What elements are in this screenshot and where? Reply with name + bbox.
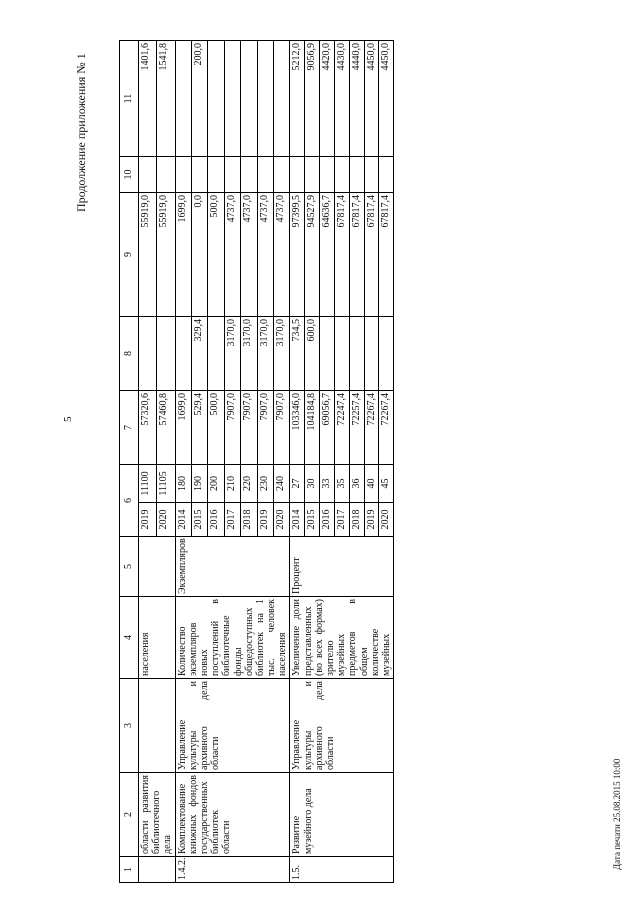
other-funding-cell: 4430,0 [334, 41, 349, 157]
other-funding-cell [274, 41, 290, 157]
header-cell-8: 8 [120, 317, 139, 391]
year-cell: 2014 [290, 503, 305, 537]
target-value-cell: 200 [208, 465, 224, 503]
continuation-label: Продолжение приложения № 1 [74, 53, 88, 212]
year-cell: 2014 [175, 503, 191, 537]
responsible-executor: Управление культуры и архивного дела области [290, 679, 394, 773]
year-cell: 2019 [139, 503, 157, 537]
local-funding-cell [191, 157, 207, 193]
activity-name: Комплектование книжных фондов государственных библиотек области [175, 773, 290, 857]
regional-funding-cell: 67817,4 [334, 193, 349, 317]
target-value-cell: 35 [334, 465, 349, 503]
row-number [139, 857, 176, 883]
federal-funding-cell: 329,4 [191, 317, 207, 391]
page-number: 5 [62, 416, 74, 422]
header-cell-7: 7 [120, 391, 139, 465]
federal-funding-cell: 3170,0 [224, 317, 240, 391]
total-funding-cell: 72247,4 [334, 391, 349, 465]
federal-funding-cell [379, 317, 394, 391]
regional-funding-cell: 67817,4 [379, 193, 394, 317]
regional-funding-cell: 94527,9 [305, 193, 320, 317]
target-value-cell: 36 [349, 465, 364, 503]
target-value-cell: 45 [379, 465, 394, 503]
local-funding-cell [224, 157, 240, 193]
local-funding-cell [208, 157, 224, 193]
header-row [120, 41, 139, 883]
header-cell-1: 1 [120, 857, 139, 883]
regional-funding-cell: 500,0 [208, 193, 224, 317]
federal-funding-cell [320, 317, 335, 391]
indicator-name: населения [139, 597, 176, 679]
activity-name: Развитие музейного дела [290, 773, 394, 857]
other-funding-cell [208, 41, 224, 157]
responsible-executor [139, 679, 176, 773]
other-funding-cell [224, 41, 240, 157]
regional-funding-cell: 55919,0 [157, 193, 175, 317]
year-cell: 2018 [349, 503, 364, 537]
federal-funding-cell: 3170,0 [274, 317, 290, 391]
unit-of-measure: Процент [290, 537, 394, 597]
regional-funding-cell: 64636,7 [320, 193, 335, 317]
header-cell-2: 2 [120, 773, 139, 857]
target-value-cell: 40 [364, 465, 379, 503]
target-value-cell: 33 [320, 465, 335, 503]
year-cell: 2015 [305, 503, 320, 537]
row-number: 1.4.2. [175, 857, 290, 883]
total-funding-cell: 7907,0 [257, 391, 273, 465]
total-funding-cell: 57460,8 [157, 391, 175, 465]
local-funding-cell [320, 157, 335, 193]
local-funding-cell [139, 157, 157, 193]
regional-funding-cell: 4737,0 [224, 193, 240, 317]
local-funding-cell [364, 157, 379, 193]
regional-funding-cell: 97399,5 [290, 193, 305, 317]
year-cell: 2015 [191, 503, 207, 537]
federal-funding-cell [334, 317, 349, 391]
program-table [119, 40, 394, 883]
regional-funding-cell: 1699,0 [175, 193, 191, 317]
table-row [290, 41, 305, 883]
target-value-cell: 11105 [157, 465, 175, 503]
total-funding-cell: 529,4 [191, 391, 207, 465]
other-funding-cell: 200,0 [191, 41, 207, 157]
other-funding-cell [257, 41, 273, 157]
year-cell: 2017 [224, 503, 240, 537]
indicator-name: Количество экземпляров новых поступлений в библиотечные фонды общедоступных библиотек на 1 тыс. человек населения [175, 597, 290, 679]
target-value-cell: 30 [305, 465, 320, 503]
other-funding-cell: 9056,9 [305, 41, 320, 157]
local-funding-cell [241, 157, 257, 193]
local-funding-cell [257, 157, 273, 193]
target-value-cell: 180 [175, 465, 191, 503]
unit-of-measure: Экземпляров [175, 537, 290, 597]
target-value-cell: 220 [241, 465, 257, 503]
other-funding-cell: 4420,0 [320, 41, 335, 157]
local-funding-cell [379, 157, 394, 193]
other-funding-cell [175, 41, 191, 157]
regional-funding-cell: 4737,0 [241, 193, 257, 317]
indicator-name: Увеличение доли представленных (во всех формах) зрителю музейных предметов в общем количестве музейных [290, 597, 394, 679]
regional-funding-cell: 67817,4 [364, 193, 379, 317]
target-value-cell: 210 [224, 465, 240, 503]
local-funding-cell [175, 157, 191, 193]
total-funding-cell: 7907,0 [224, 391, 240, 465]
target-value-cell: 11100 [139, 465, 157, 503]
total-funding-cell: 69056,7 [320, 391, 335, 465]
total-funding-cell: 500,0 [208, 391, 224, 465]
print-date: Дата печати 25.08.2015 10:00 [612, 758, 622, 870]
local-funding-cell [290, 157, 305, 193]
federal-funding-cell [349, 317, 364, 391]
federal-funding-cell: 3170,0 [257, 317, 273, 391]
target-value-cell: 240 [274, 465, 290, 503]
header-cell-3: 3 [120, 679, 139, 773]
unit-of-measure [139, 537, 176, 597]
year-cell: 2017 [334, 503, 349, 537]
other-funding-cell: 4450,0 [364, 41, 379, 157]
total-funding-cell: 72267,4 [379, 391, 394, 465]
total-funding-cell: 72267,4 [364, 391, 379, 465]
total-funding-cell: 7907,0 [274, 391, 290, 465]
year-cell: 2016 [320, 503, 335, 537]
federal-funding-cell [364, 317, 379, 391]
table-row [175, 41, 191, 883]
target-value-cell: 230 [257, 465, 273, 503]
year-cell: 2019 [364, 503, 379, 537]
federal-funding-cell: 734,5 [290, 317, 305, 391]
other-funding-cell: 5212,0 [290, 41, 305, 157]
federal-funding-cell [208, 317, 224, 391]
year-cell: 2020 [379, 503, 394, 537]
regional-funding-cell: 0,0 [191, 193, 207, 317]
local-funding-cell [349, 157, 364, 193]
year-cell: 2019 [257, 503, 273, 537]
year-cell: 2020 [157, 503, 175, 537]
federal-funding-cell [157, 317, 175, 391]
federal-funding-cell [139, 317, 157, 391]
other-funding-cell: 4440,0 [349, 41, 364, 157]
row-number: 1.5. [290, 857, 394, 883]
responsible-executor: Управление культуры и архивного дела области [175, 679, 290, 773]
regional-funding-cell: 67817,4 [349, 193, 364, 317]
target-value-cell: 190 [191, 465, 207, 503]
federal-funding-cell: 600,0 [305, 317, 320, 391]
rotated-table-container [119, 41, 499, 883]
header-cell-10: 10 [120, 157, 139, 193]
total-funding-cell: 103346,0 [290, 391, 305, 465]
year-cell: 2016 [208, 503, 224, 537]
other-funding-cell: 1541,8 [157, 41, 175, 157]
federal-funding-cell: 3170,0 [241, 317, 257, 391]
year-cell: 2020 [274, 503, 290, 537]
local-funding-cell [157, 157, 175, 193]
header-cell-5: 5 [120, 537, 139, 597]
local-funding-cell [274, 157, 290, 193]
local-funding-cell [334, 157, 349, 193]
header-cell-6: 6 [120, 465, 139, 537]
total-funding-cell: 57320,6 [139, 391, 157, 465]
regional-funding-cell: 4737,0 [274, 193, 290, 317]
other-funding-cell [241, 41, 257, 157]
regional-funding-cell: 4737,0 [257, 193, 273, 317]
federal-funding-cell [175, 317, 191, 391]
local-funding-cell [305, 157, 320, 193]
table-row [139, 41, 157, 883]
header-cell-11: 11 [120, 41, 139, 157]
total-funding-cell: 72257,4 [349, 391, 364, 465]
target-value-cell: 27 [290, 465, 305, 503]
other-funding-cell: 4450,0 [379, 41, 394, 157]
other-funding-cell: 1401,6 [139, 41, 157, 157]
total-funding-cell: 7907,0 [241, 391, 257, 465]
header-cell-9: 9 [120, 193, 139, 317]
year-cell: 2018 [241, 503, 257, 537]
activity-name: области развития библиотечного дела [139, 773, 176, 857]
total-funding-cell: 104184,8 [305, 391, 320, 465]
regional-funding-cell: 55919,0 [139, 193, 157, 317]
total-funding-cell: 1699,0 [175, 391, 191, 465]
header-cell-4: 4 [120, 597, 139, 679]
